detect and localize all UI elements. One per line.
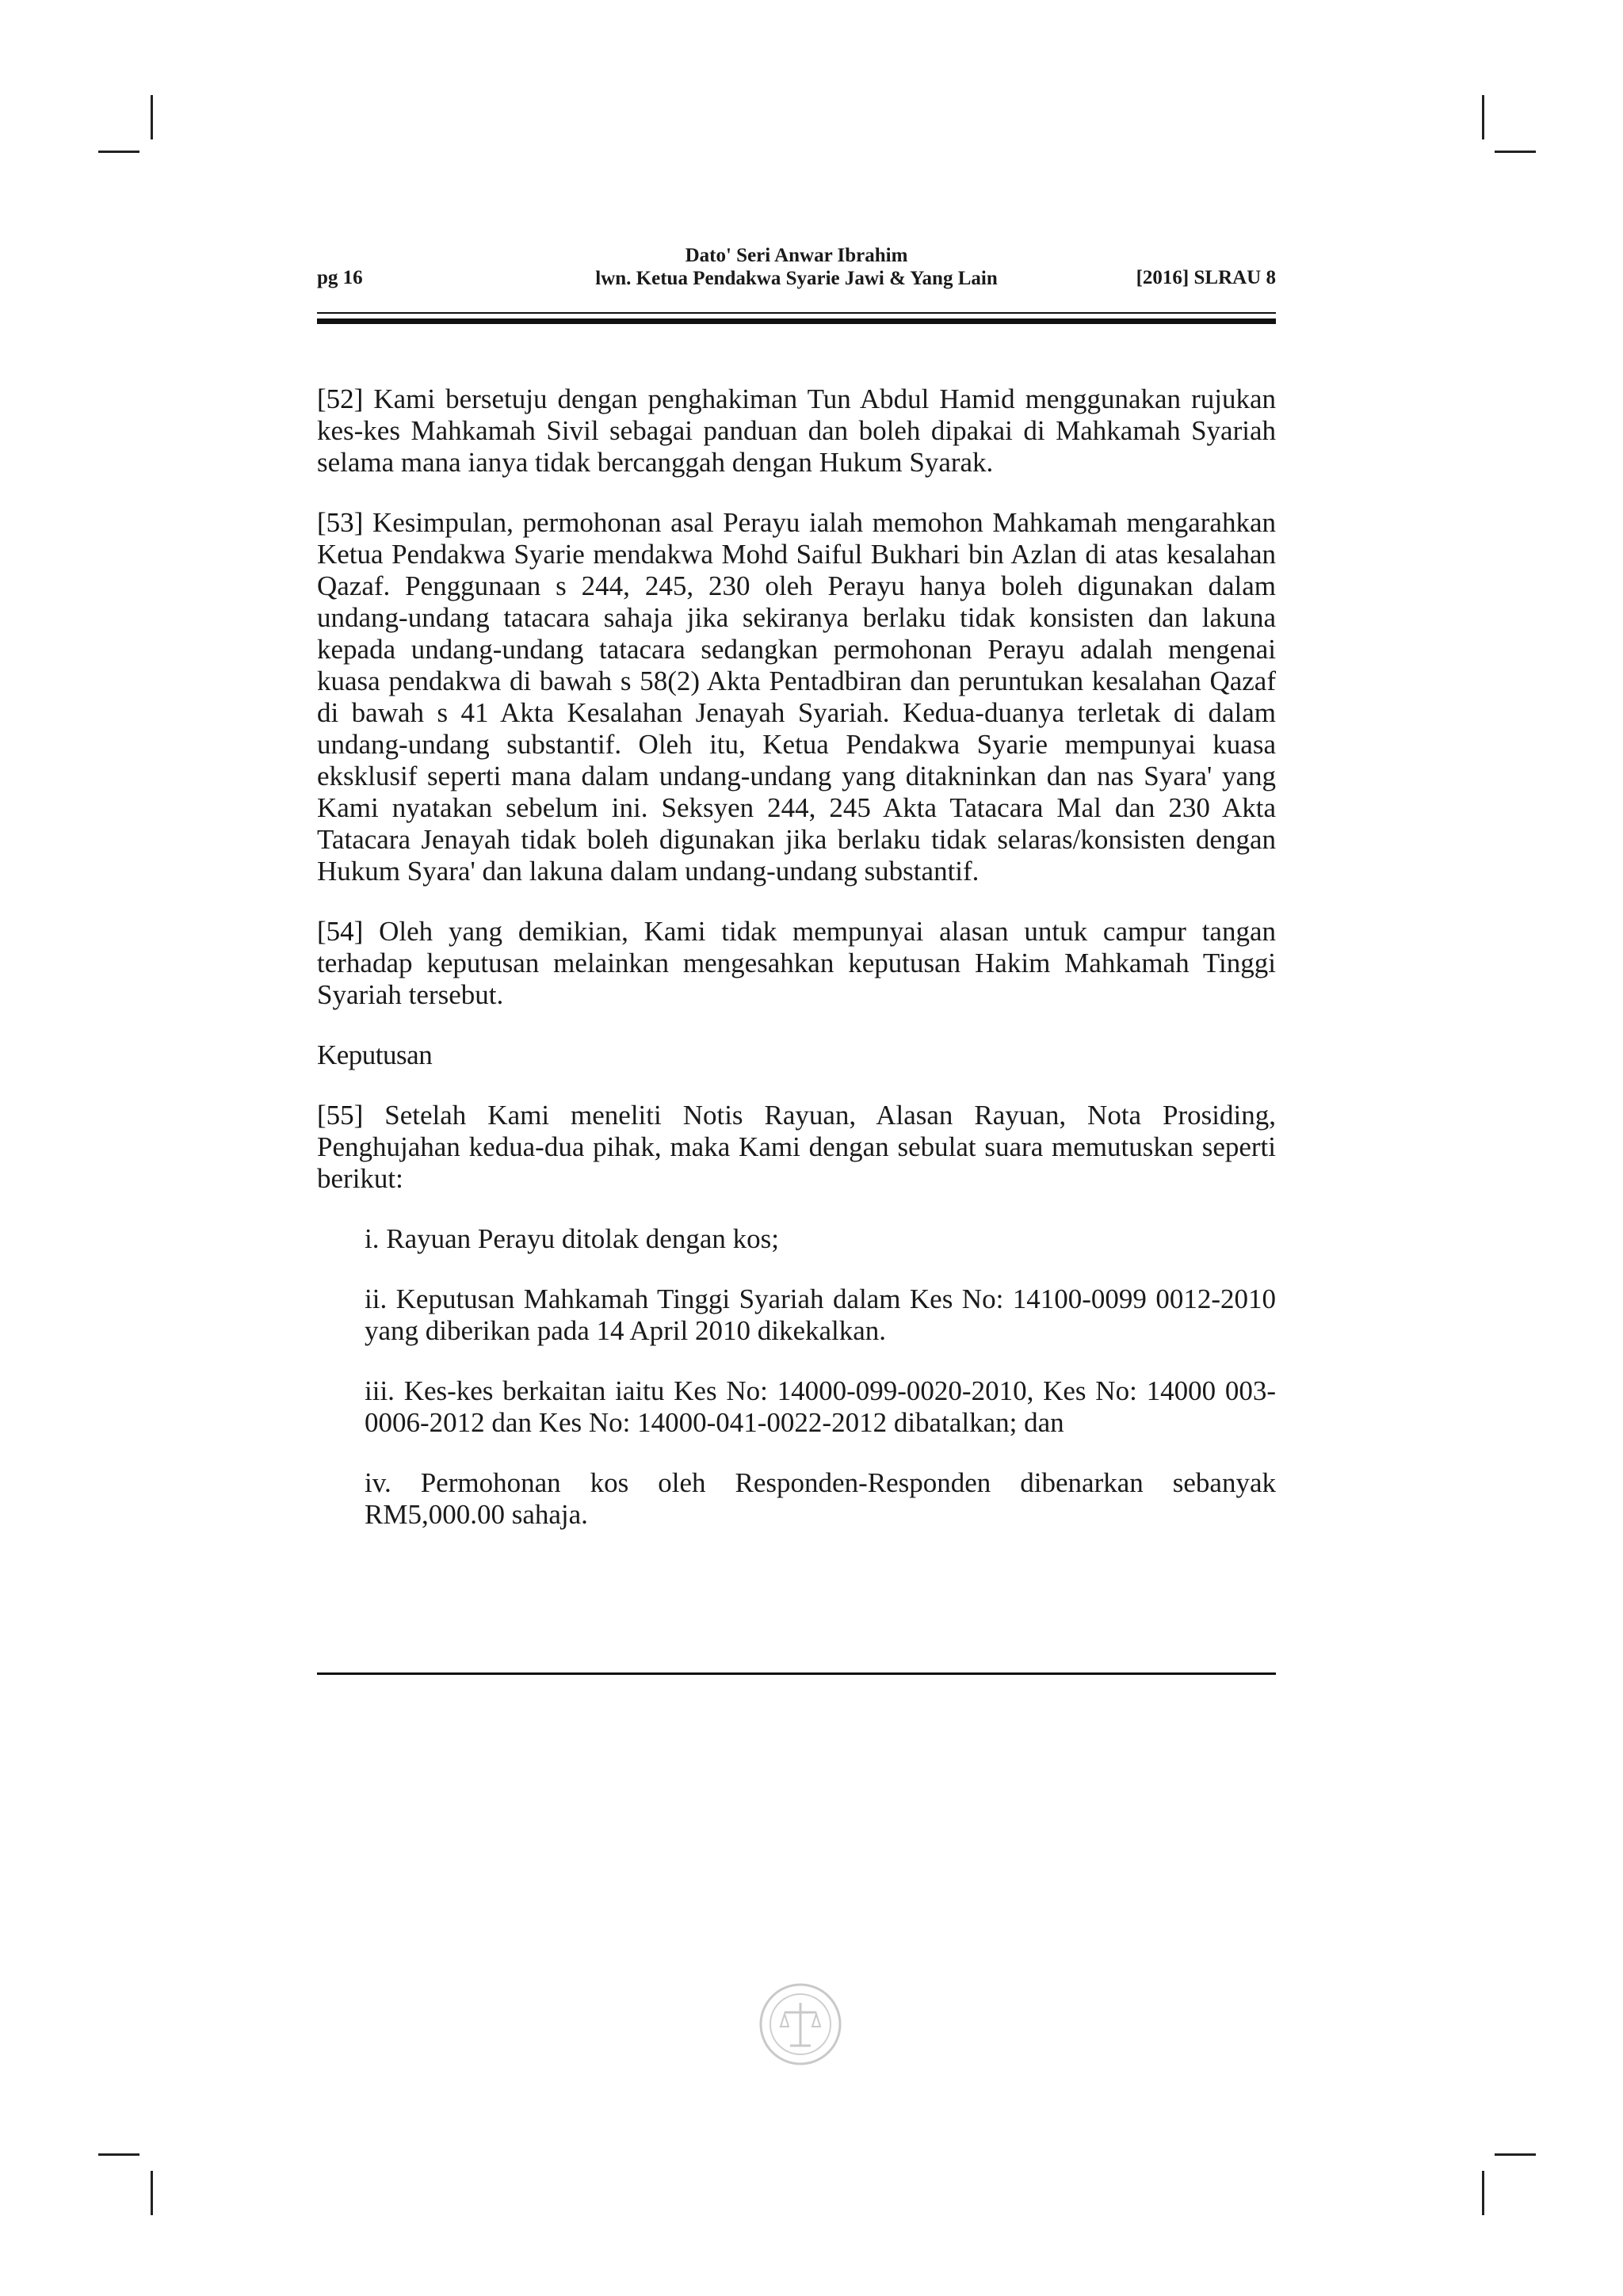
header-rule-thick — [317, 318, 1276, 324]
crop-mark-top-left-v — [151, 95, 153, 139]
paragraph-53 — [317, 507, 1276, 887]
paragraph-text: Kesimpulan, permohonan asal Perayu ialah memohon Mahkamah mengarahkan Ketua Pendakwa Syarie mendakwa Mohd Saiful Bukhari bin Azlan di atas kesalahan Qazaf. Penggunaan s 244, 245, 230 oleh Perayu hanya boleh digunakan dalam undang-undang tatacara sahaja jika sekiranya berlaku tidak konsisten dan lakuna kepada undang-undang tatacara sedangkan permohonan Perayu adalah mengenai kuasa pendakwa di bawah s 58(2) Akta Pentadbiran dan peruntukan kesalahan Qazaf di bawah s 41 Akta Kesalahan Jenayah Syariah. Kedua-duanya terletak di dalam undang-undang substantif. Oleh itu, Ketua Pendakwa Syarie mempunyai kuasa eksklusif seperti mana dalam undang-undang yang ditakninkan dan nas Syara' yang Kami nyatakan sebelum ini. Seksyen 244, 245 Akta Tatacara Mal dan 230 Akta Tatacara Jenayah tidak boleh digunakan jika berlaku tidak selaras/konsisten dengan Hukum Syara' dan lakuna dalam undang-undang substantif. — [317, 507, 1276, 887]
crop-mark-bottom-left-h — [98, 2153, 139, 2156]
paragraph-number: [55] — [317, 1100, 364, 1131]
crop-mark-bottom-left-v — [151, 2171, 153, 2215]
party-line-2: lwn. Ketua Pendakwa Syarie Jawi & Yang Lain — [595, 268, 998, 289]
header-rule-thin — [317, 312, 1276, 314]
case-parties — [317, 244, 1276, 290]
section-heading: Keputusan — [317, 1039, 433, 1070]
paragraph-52 — [317, 383, 1276, 479]
orders-list — [317, 1223, 1276, 1531]
paragraph-text: Oleh yang demikian, Kami tidak mempunyai alasan untuk campur tangan terhadap keputusan melainkan mengesahkan keputusan Hakim Mahkamah Tinggi Syariah tersebut. — [317, 916, 1276, 1010]
party-line-1: Dato' Seri Anwar Ibrahim — [685, 245, 908, 266]
order-item: iii. Kes-kes berkaitan iaitu Kes No: 14000-099-0020-2010, Kes No: 14000 003-0006-2012 dan Kes No: 14000-041-0022-2012 dibatalkan; dan — [365, 1375, 1276, 1438]
crop-mark-top-right-h — [1495, 151, 1536, 153]
end-rule — [317, 1672, 1276, 1675]
crop-mark-top-left-h — [98, 151, 139, 153]
paragraph-text: Kami bersetuju dengan penghakiman Tun Abdul Hamid menggunakan rujukan kes-kes Mahkamah Sivil sebagai panduan dan boleh dipakai di Mahkamah Syariah selama mana ianya tidak bercanggah dengan Hukum Syarak. — [317, 383, 1276, 478]
paragraph-54 — [317, 916, 1276, 1011]
running-header — [317, 244, 1276, 292]
crop-mark-bottom-right-h — [1495, 2153, 1536, 2156]
page-number: pg 16 — [317, 267, 363, 288]
crop-mark-bottom-right-v — [1482, 2171, 1484, 2215]
judgment-body — [317, 383, 1276, 1559]
order-item: ii. Keputusan Mahkamah Tinggi Syariah dalam Kes No: 14100-0099 0012-2010 yang diberikan pada 14 April 2010 dikekalkan. — [365, 1283, 1276, 1346]
citation: [2016] SLRAU 8 — [1136, 267, 1276, 288]
court-seal-watermark — [757, 1981, 844, 2068]
paragraph-text: Setelah Kami meneliti Notis Rayuan, Alasan Rayuan, Nota Prosiding, Penghujahan kedua-dua pihak, maka Kami dengan sebulat suara memutuskan seperti berikut: — [317, 1100, 1276, 1194]
paragraph-number: [53] — [317, 507, 364, 538]
paragraph-55 — [317, 1100, 1276, 1195]
paragraph-number: [54] — [317, 916, 364, 947]
order-item: iv. Permohonan kos oleh Responden-Responden dibenarkan sebanyak RM5,000.00 sahaja. — [365, 1467, 1276, 1530]
order-item: i. Rayuan Perayu ditolak dengan kos; — [365, 1223, 779, 1254]
paragraph-number: [52] — [317, 383, 364, 414]
crop-mark-top-right-v — [1482, 95, 1484, 139]
